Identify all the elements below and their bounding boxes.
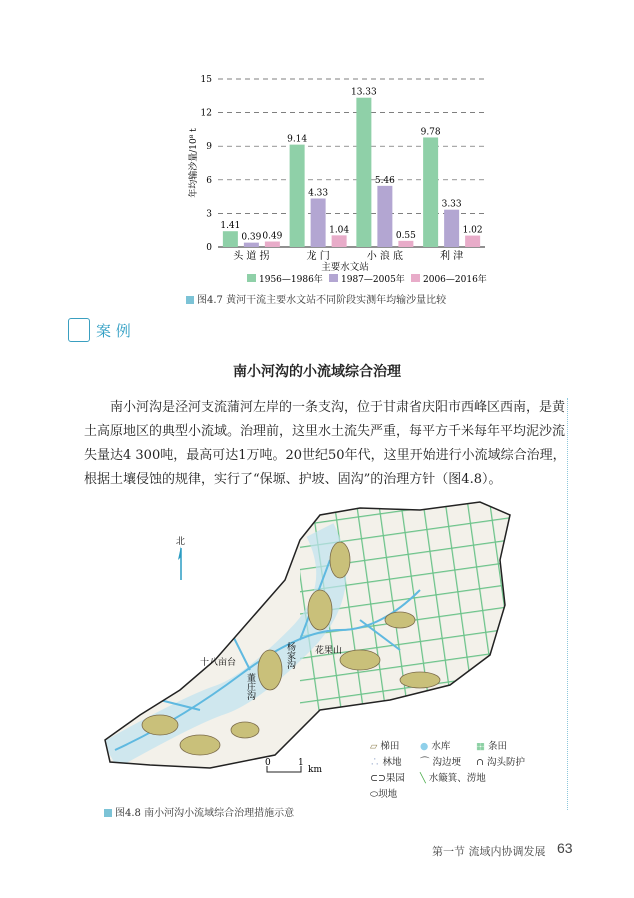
y-tick-label: 0: [206, 243, 212, 253]
figure-4-7-caption: 图4.7 黄河干流主要水文站不同阶段实测年均输沙量比较: [186, 291, 446, 306]
data-label: 0.49: [262, 231, 283, 242]
legend-terrace: ▱ 梯田: [370, 741, 400, 752]
place-label: 十八亩台: [200, 658, 237, 668]
figure-4-8-caption: 图4.8 南小河沟小流域综合治理措施示意: [104, 804, 294, 819]
footer-section: 第一节 流域内协调发展: [432, 845, 546, 858]
case-icon: [68, 318, 90, 342]
data-label: 13.33: [350, 87, 377, 98]
data-label: 1.41: [220, 221, 241, 232]
y-tick-label: 12: [200, 108, 212, 119]
legend-swatch: [247, 274, 256, 282]
scale-bar: [265, 758, 322, 775]
bar-2: [332, 235, 347, 247]
place-label: 花果山: [315, 646, 343, 656]
data-label: 9.14: [287, 134, 308, 145]
north-arrow: [178, 546, 181, 580]
legend-swatch: [329, 274, 338, 282]
page-number: 63: [557, 840, 573, 856]
data-label: 9.78: [420, 127, 441, 138]
y-tick-label: 6: [206, 175, 212, 186]
paragraph-line: 根据土壤侵蚀的规律，实行了“保塬、护坡、固沟”的治理方针（图4.8）。: [84, 472, 502, 487]
x-tick-label: 龙 门: [306, 251, 330, 262]
legend-label: 2006—2016年: [423, 275, 487, 285]
bar-2: [265, 242, 280, 247]
legend-label: 1956—1986年: [259, 275, 323, 285]
y-tick-label: 9: [206, 142, 212, 153]
case-paragraph: [84, 396, 564, 492]
legend-orchard: ⊂⊃果园: [370, 773, 405, 784]
data-label: 0.39: [241, 232, 262, 243]
legend-forest: ∴ 林地: [370, 757, 402, 768]
paragraph-line: 失量达4 300吨，最高可达1万吨。20世纪50年代，这里开始进行小流域综合治理，: [84, 448, 566, 463]
case-label: 案 例: [96, 322, 131, 340]
bar-0: [290, 145, 305, 247]
x-tick-label: 利 津: [440, 251, 464, 262]
data-label: 3.33: [441, 199, 462, 210]
legend-reservoir: ● 水库: [420, 741, 451, 752]
case-title: 南小河沟的小流域综合治理: [233, 364, 401, 380]
legend-dam-land: ⬭坝地: [370, 789, 398, 800]
x-tick-label: 小 浪 底: [366, 251, 404, 262]
bar-1: [244, 243, 259, 247]
x-axis-label: 主要水文站: [321, 262, 369, 273]
data-label: 4.33: [308, 188, 329, 199]
north-label: 北: [176, 537, 186, 547]
watershed-map: [0, 500, 634, 800]
y-axis-label: 年均输沙量/10⁸ t: [189, 128, 199, 198]
bar-0: [223, 231, 238, 247]
legend-gully-head: ∩ 沟头防护: [476, 757, 526, 768]
y-tick-label: 15: [200, 75, 212, 85]
paragraph-line: 南小河沟是泾河支流蒲河左岸的一条支沟，位于甘肃省庆阳市西峰区西南，是黄: [110, 400, 566, 415]
y-tick-label: 3: [206, 209, 212, 220]
data-label: 1.02: [462, 225, 483, 236]
data-label: 0.55: [395, 230, 416, 241]
svg-text:km: km: [308, 765, 322, 775]
x-tick-label: 头 道 拐: [233, 251, 270, 262]
bar-2: [465, 236, 480, 247]
bar-1: [444, 210, 459, 247]
legend-strip-field: ▦ 条田: [476, 741, 508, 752]
data-label: 1.04: [329, 225, 350, 236]
legend-dustpan: ╲ 水簸箕、涝地: [420, 773, 486, 784]
sediment-bar-chart: [0, 0, 634, 300]
svg-text:0: 0: [265, 758, 271, 768]
bar-1: [311, 199, 326, 247]
place-label: 杨家沟: [285, 642, 295, 669]
legend-label: 1987—2005年: [341, 275, 405, 285]
bar-1: [377, 186, 392, 247]
svg-text:1: 1: [298, 758, 304, 768]
bar-0: [423, 137, 438, 247]
paragraph-line: 土高原地区的典型小流域。治理前，这里水土流失严重，每平方千米每年平均泥沙流: [84, 424, 566, 439]
bar-0: [356, 98, 371, 247]
data-label: 5.46: [374, 175, 395, 186]
legend-swatch: [411, 274, 420, 282]
bar-2: [398, 241, 413, 247]
legend-gully-ridge: ⌒ 沟边埂: [420, 757, 462, 768]
place-label: 董庄沟: [245, 673, 255, 700]
